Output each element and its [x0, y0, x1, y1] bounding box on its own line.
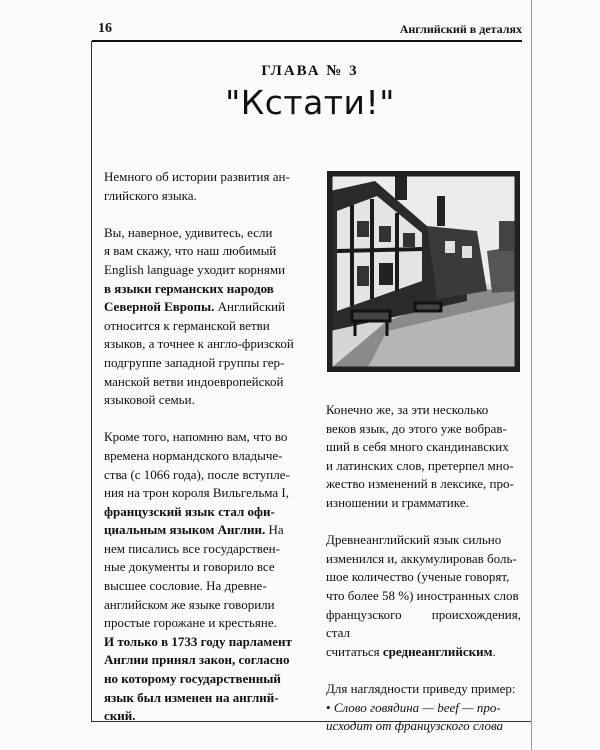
paragraph-intro: [104, 168, 304, 205]
text-line: глийского языка.: [104, 187, 197, 203]
frame-left-rule: [91, 41, 92, 722]
bold-text-line: французский язык стал офи-: [104, 503, 275, 519]
bullet-icon: •: [326, 699, 331, 715]
text-line: нем писались все государствен-: [104, 540, 280, 556]
chapter-label: ГЛАВА № 3: [261, 63, 359, 79]
text-line: и латинских слов, претерпел мно-: [326, 457, 514, 473]
text-line: жество изменений в лексике, про-: [326, 476, 514, 492]
paragraph-example: [326, 680, 521, 736]
text-line: подгруппе западной группы гер-: [104, 354, 285, 370]
paragraph-norman: [104, 428, 304, 726]
running-head: Английский в деталях: [399, 22, 522, 36]
text-line: ший в себя много скандинавских: [326, 439, 509, 455]
bold-text-line: Англии принял закон, согласно: [104, 652, 290, 668]
text-line: Вы, наверное, удивитесь, если: [104, 224, 273, 240]
text-line: высшее сословие. На древне-: [104, 578, 267, 594]
italic-text-line: Слово говядина — beef — про-: [330, 699, 501, 715]
bold-text-line: ский.: [104, 708, 136, 724]
text-line: шое количество (ученые говорят,: [326, 569, 510, 585]
text-fragment: На: [265, 522, 284, 538]
header-rule: [92, 40, 522, 42]
street-photo-icon: [327, 171, 520, 372]
text-line: веков язык, до этого уже вобрав-: [326, 420, 507, 436]
left-column: [104, 168, 304, 726]
page-number: 16: [98, 21, 112, 36]
bold-text-line: язык был изменен на англий-: [104, 689, 279, 705]
right-column: [326, 401, 521, 736]
text-line: ства (с 1066 года), после вступле-: [104, 466, 290, 482]
text-line: манской ветви индоевропейской: [104, 373, 284, 389]
text-line: языковой семьи.: [104, 392, 195, 408]
text-line: Древнеанглийский язык сильно: [326, 532, 502, 548]
paragraph-middle-english: [326, 531, 521, 661]
text-line: ные документы и говорило все: [104, 559, 275, 575]
text-line: простые горожане и крестьяне.: [104, 615, 277, 631]
text-line: что более 58 %) иностранных слов: [326, 587, 519, 603]
text-line: я вам скажу, что наш любимый: [104, 243, 277, 259]
text-line: Кроме того, напомню вам, что во: [104, 429, 288, 445]
paragraph-changes: [326, 401, 521, 513]
bold-text-line: но которому государственный: [104, 671, 281, 687]
text-line: языков, а точнее к англо-фризской: [104, 336, 294, 352]
text-fragment: считаться: [326, 643, 383, 659]
text-line: изношении и грамматике.: [326, 494, 469, 510]
bold-text-line: в языки германских народов: [104, 280, 274, 296]
paragraph-origins: [104, 224, 304, 410]
text-fragment: Английский: [214, 299, 286, 315]
text-line: изменился и, аккумулировав боль-: [326, 550, 517, 566]
bold-text-line: Северной Европы.: [104, 299, 215, 315]
text-line: английском же языке говорили: [104, 596, 275, 612]
text-line: Немного об истории развития ан-: [104, 169, 290, 184]
text-line: English language уходит корнями: [104, 261, 286, 277]
text-line: относится к германской ветви: [104, 317, 270, 333]
chapter-title: "Кстати!": [225, 83, 395, 122]
text-line: ния на трон короля Вильгельма I,: [104, 485, 289, 501]
bold-text-line: И только в 1733 году парламент: [104, 633, 292, 649]
text-line: Для наглядности приведу пример:: [326, 680, 516, 696]
text-fragment: .: [492, 643, 496, 659]
bold-term: среднеанглийским: [382, 643, 493, 659]
bold-text-line: циальным языком Англии.: [104, 522, 266, 538]
text-line: французского происхождения, стал: [326, 606, 521, 641]
text-line: Конечно же, за эти несколько: [326, 402, 489, 417]
text-line: времена нормандского владыче-: [104, 447, 283, 463]
italic-text-line: исходит от французского слова: [326, 718, 504, 734]
